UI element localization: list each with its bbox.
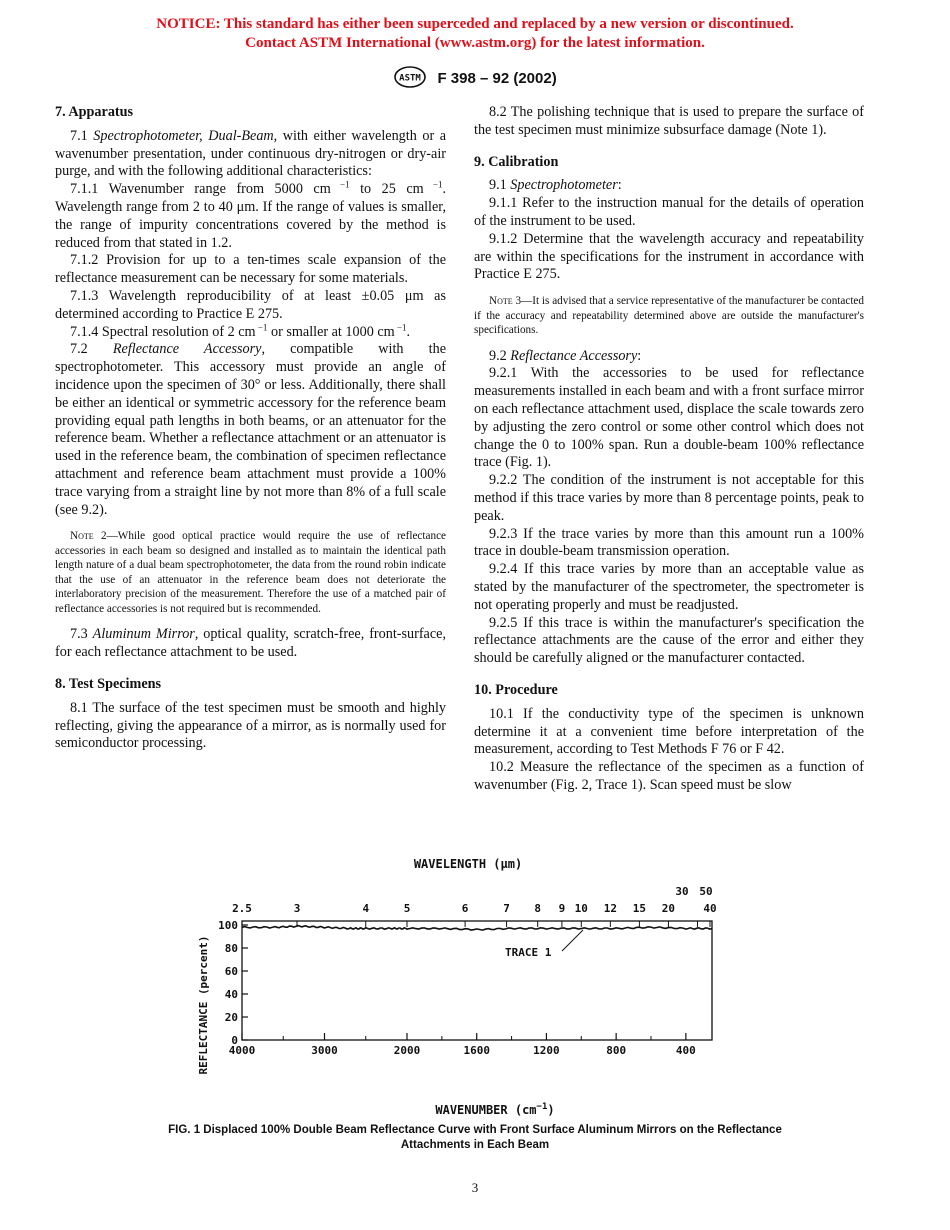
para-9-2-3: 9.2.3 If the trace varies by more than this amount run a 100% trace in double-beam transmission operation. [474,525,864,560]
x-tick-label: 800 [606,1044,627,1057]
note-2: Note 2—While good optical practice would require the use of reflectance accessories in each beam so designed and installed as to maintain the identical path length nature of a dual beam spectrophotometer, the data from the round robin indicate that the use of an attenuator in the reference beam does not deteriorate the interlaboratory precision of the measurement. Therefore the use of a matched pair of reflectance accessories is not required but is recommended. [55,530,446,615]
wavelength-tick-label: 5 [403,902,411,915]
caption-line-1: FIG. 1 Displaced 100% Double Beam Reflectance Curve with Front Surface Aluminum Mirrors on the Reflectance [168,1124,782,1136]
wavelength-tick-label: 40 [703,902,717,915]
wavelength-tick-label: 7 [503,902,510,915]
wavelength-tick-label: 3 [293,902,301,915]
x-tick-label: 1200 [533,1044,560,1057]
para-7-3: 7.3 Aluminum Mirror, optical quality, scratch-free, front-surface, for each reflectance attachment to be used. [55,626,446,661]
section-9-title: 9. Calibration [474,153,559,170]
x-axis-label: WAVENUMBER $(cm^{-1})$ [435,1102,555,1117]
page-number: 3 [471,1180,479,1195]
para-9-1: 9.1 Spectrophotometer: [489,177,622,194]
para-7-1: 7.1 Spectrophotometer, Dual-Beam, with either wavelength or a wavenumber presentation, under continuous dry-nitrogen or dry-air purge, and with the following additional characteristics: [55,127,447,180]
x-tick-label: 400 [675,1044,696,1057]
notice-line-2: Contact ASTM International (www.astm.org) for the latest information. [245,35,705,51]
wavelength-tick-label: 20 [661,902,676,915]
astm-logo-icon [393,66,427,92]
caption-line-2: Attachments in Each Beam [400,1139,550,1151]
y-tick-label: 0 [231,1034,238,1047]
wavelength-tick-label: 30 [675,885,689,898]
x-tick-label: 4000 [228,1044,256,1057]
note-3: Note 3—It is advised that a service representative of the manufacturer be contacted if the accuracy and repeatability determined above are outside the manufacturer's specifications. [474,295,864,337]
notice-line-1: NOTICE: This standard has either been superceded and replaced by a new version or discontinued. [156,16,794,32]
wavelength-tick-label: 6 [461,902,469,915]
para-10-1: 10.1 If the conductivity type of the specimen is unknown determine it at a convenient time before interpretation of the measurement, according to Test Methods F 76 or F 42. [474,705,864,758]
reflectance-chart [190,850,730,1120]
para-9-1-1: 9.1.1 Refer to the instruction manual for the details of operation of the instrument to be used. [474,195,864,229]
para-9-2: 9.2 Reflectance Accessory: [489,347,642,364]
trace-1-line [242,926,712,931]
wavelength-tick-label: 50 [699,885,713,898]
para-9-2-5: 9.2.5 If this trace is within the manufacturer's specification the reflectance attachments are the cause of the error and either they should be carefully aligned or the manufacturer contacted. [474,614,864,667]
wavelength-tick-label: 2.5 [232,902,252,915]
para-7-2: 7.2 Reflectance Accessory, compatible with the spectrophotometer. This accessory must provide an angle of incidence upon the specimen of 30° or less. Additionally, there shall be either an identical or symmetric accessory for the reference beam providing equal path lengths in both beams, or an attenuator for the reference beam. Whether a reflectance attachment or an attenuator is used in the reference beam, the combination of specimen reflectance attachment and reference beam attachment must provide a 100% trace varying from a straight line by not more than 8% of a full scale (see 9.2). [55,341,446,518]
para-7-1-3: 7.1.3 Wavelength reproducibility of at least ±0.05 μm as determined according to Practice E 275. [55,287,446,322]
notice-banner [0,15,950,53]
trace-label-arrow [562,930,583,951]
plot-frame [242,921,712,1040]
designation: F 398 – 92 (2002) [437,69,557,87]
para-9-2-1: 9.2.1 With the accessories to be used for reflectance measurements installed in each beam and with a front surface mirror on each reflectance attachment used, displace the scale towards zero by adjusting the zero control or some other control which does not change the 0 to 100% span. Run a double-beam 100% reflectance trace (Fig. 1). [474,365,864,471]
chart-top-title: WAVELENGTH (μm) [413,857,523,871]
figure-caption [0,1123,950,1153]
para-10-2: 10.2 Measure the reflectance of the specimen as a function of wavenumber (Fig. 2, Trace 1). Scan speed must be slow [474,759,864,793]
trace-label: TRACE 1 [505,946,552,959]
para-9-1-2: 9.1.2 Determine that the wavelength accuracy and repeatability are within the specifications for the instrument in accordance with Practice E 275. [474,230,864,283]
y-axis-label: REFLECTANCE (percent) [197,935,210,1075]
para-7-1-1: 7.1.1 Wavenumber range from 5000 cm $^{-1}$ to 25 cm $^{-1}$. Wavelength range from 2 to 40 μm. If the range of values is smaller, the range of impurity concentrations covered by the method is reduced from that stated in 1.2. [55,179,446,251]
wavelength-tick-label: 12 [603,902,617,915]
wavelength-tick-label: 15 [632,902,647,915]
left-column [55,104,446,753]
para-9-2-4: 9.2.4 If this trace varies by more than an acceptable value as stated by the manufacturer of the spectrometer, the spectrometer is not operating properly and must be readjusted. [474,561,864,613]
para-7-1-2: 7.1.2 Provision for up to a ten-times scale expansion of the reflectance measurement can be necessary for some materials. [55,252,446,287]
section-7-title: 7. Apparatus [55,104,134,120]
x-tick-label: 2000 [393,1044,421,1057]
para-7-1-4: 7.1.4 Spectral resolution of 2 cm $^{-1}$ or smaller at 1000 cm $^{-1}$. [70,321,411,340]
wavelength-tick-label: 9 [558,902,566,915]
para-8-2: 8.2 The polishing technique that is used to prepare the surface of the test specimen must minimize subsurface damage (Note 1). [474,104,864,138]
y-tick-label: 60 [224,965,238,978]
wavelength-tick-label: 10 [574,902,588,915]
y-tick-label: 20 [224,1011,238,1024]
section-10-title: 10. Procedure [474,682,558,699]
para-9-2-2: 9.2.2 The condition of the instrument is not acceptable for this method if this trace varies by more than 8 percentage points, peak to peak. [474,472,864,524]
y-tick-label: 40 [224,988,238,1001]
y-tick-label: 80 [224,942,238,955]
x-tick-label: 1600 [463,1044,490,1057]
wavelength-tick-label: 8 [534,902,542,915]
logo-text: ASTM [399,73,422,84]
wavelength-tick-label: 4 [362,902,370,915]
right-column [474,104,864,795]
y-tick-label: 100 [218,919,238,932]
para-8-1: 8.1 The surface of the test specimen must be smooth and highly reflecting, giving the appearance of a mirror, as is normally used for semiconductor processing. [55,699,446,752]
figure-1 [190,850,730,1120]
document-header [0,66,950,92]
x-tick-label: 3000 [311,1044,338,1057]
section-8-title: 8. Test Specimens [55,675,162,692]
